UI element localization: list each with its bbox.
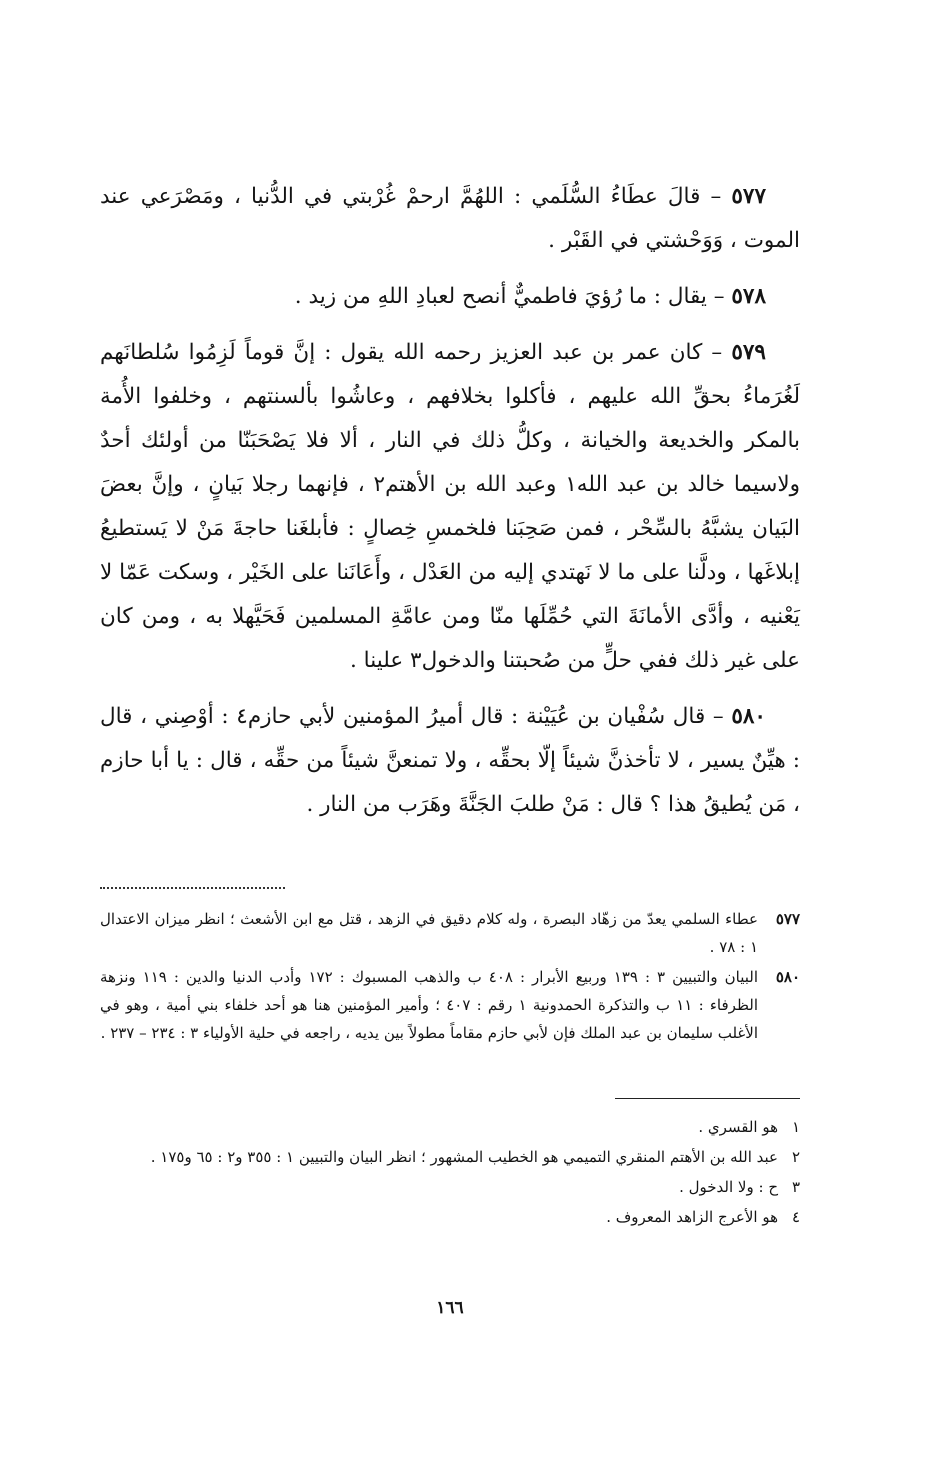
footnote-4 [100,1202,800,1232]
entry-text: – يقال : ما رُؤيَ فاطميٌّ أنصح لعبادِ اللهِ من زيد . [294,284,725,309]
commentary-number: ٥٨٠ [775,968,800,986]
entry-577 [100,175,800,263]
commentary-text: عطاء السلمي يعدّ من زهّاد البصرة ، وله كلام دقيق في الزهد ، قتل مع ابن الأشعث ؛ انظر ميزان الاعتدال ١ : ٧٨ . [100,910,758,956]
book-page [100,0,800,1478]
entry-number: ٥٧٩ [731,340,766,365]
commentary-577 [100,905,800,961]
footnote-number: ٤ [791,1208,800,1226]
footnote-number: ٢ [791,1148,800,1166]
footnote-rule [615,1098,800,1099]
footnote-number: ١ [791,1118,800,1136]
dotted-separator [100,887,285,889]
entry-text: – قالَ عطَاءُ السُّلَمي : اللهُمَّ ارحمْ غُرْبتي في الدُّنيا ، ومَصْرَعي عند الموت ، وَوَحْشتي في القَبْر . [100,184,800,253]
entry-579 [100,331,800,683]
entry-number: ٥٧٧ [731,184,766,209]
entry-578 [100,275,800,319]
entry-number: ٥٧٨ [731,284,766,309]
commentary-580 [100,963,800,1047]
page-number: ١٦٦ [436,1298,464,1318]
footnote-text: هو الأعرج الزاهد المعروف . [606,1208,778,1226]
footnote-text: هو القسري . [698,1118,778,1136]
commentary-notes [100,905,800,1049]
footnote-3 [100,1172,800,1202]
commentary-number: ٥٧٧ [775,910,800,928]
footnote-1 [100,1112,800,1142]
entry-text: – كان عمر بن عبد العزيز رحمه الله يقول : إنَّ قوماً لَزِمُوا سُلطانَهم لَغُرَماءُ بحقِّ الله عليهم ، فأكلوا بخلافهم ، وعاشُوا بألسنتهم ، وخلفوا الأُمة بالمكر والخديعة والخيانة ، وكلُّ ذلك في النار ، ألا فلا يَصْحَبَنّا من أولئك أحدٌ ولاسيما خالد بن عبد الله١ وعبد الله بن الأهتم٢ ، فإنهما رجلا بَيانٍ ، وإنَّ بعضَ البَيان يشبَّهُ بالسِّحْر ، فمن صَحِبَنا فلخمسِ خِصالٍ : فأبلغَنا حاجةَ مَنْ لا يَستطيعُ إبلاغَها ، ودلَّنا على ما لا نَهتدي إليه من العَدْل ، وأَعَانَنا على الخَيْر ، وسكت عَمّا لا يَعْنيه ، وأدَّى الأمانَةَ التي حُمِّلَها منّا ومن عامَّةِ المسلمين فَحَيَّهلا به ، ومن كان على غير ذلك ففي حلٍّ من صُحبتنا والدخول٣ علينا . [100,340,801,673]
footnote-2 [100,1142,800,1172]
footnotes [100,1112,800,1232]
entry-text: – قال سُفْيان بن عُيَيْنة : قال أميرُ المؤمنين لأبي حازم٤ : أوْصِني ، قال : هيِّنٌ يسير ، لا تأخذنَّ شيئاً إلّا بحقِّه ، ولا تمنعنَّ شيئاً من حقِّه ، قال : يا أبا حازم ، مَن يُطيقُ هذا ؟ قال : مَنْ طلبَ الجَنَّةَ وهَرَب من النار . [100,704,800,817]
footnote-text: ح : ولا الدخول . [679,1178,778,1196]
entry-580 [100,695,800,827]
main-text [100,175,800,839]
footnote-number: ٣ [791,1178,800,1196]
entry-number: ٥٨٠ [731,704,766,729]
footnote-text: عبد الله بن الأهتم المنقري التميمي هو الخطيب المشهور ؛ انظر البيان والتبيين ١ : ٣٥٥ و٢ : ٦٥ و١٧٥ . [150,1148,778,1166]
commentary-text: البيان والتبيين ٣ : ١٣٩ وربيع الأبرار : ٤٠٨ ب والذهب المسبوك : ١٧٢ وأدب الدنيا والدين : ١١٩ ونزهة الظرفاء : ١١ ب والتذكرة الحمدونية ١ رقم : ٤٠٧ ؛ وأمير المؤمنين هنا هو أحد خلفاء بني أمية ، وهو في الأغلب سليمان بن عبد الملك فإن لأبي حازم مقاماً مطولاً بين يديه ، راجعه في حلية الأولياء ٣ : ٢٣٤ – ٢٣٧ . [100,968,759,1042]
